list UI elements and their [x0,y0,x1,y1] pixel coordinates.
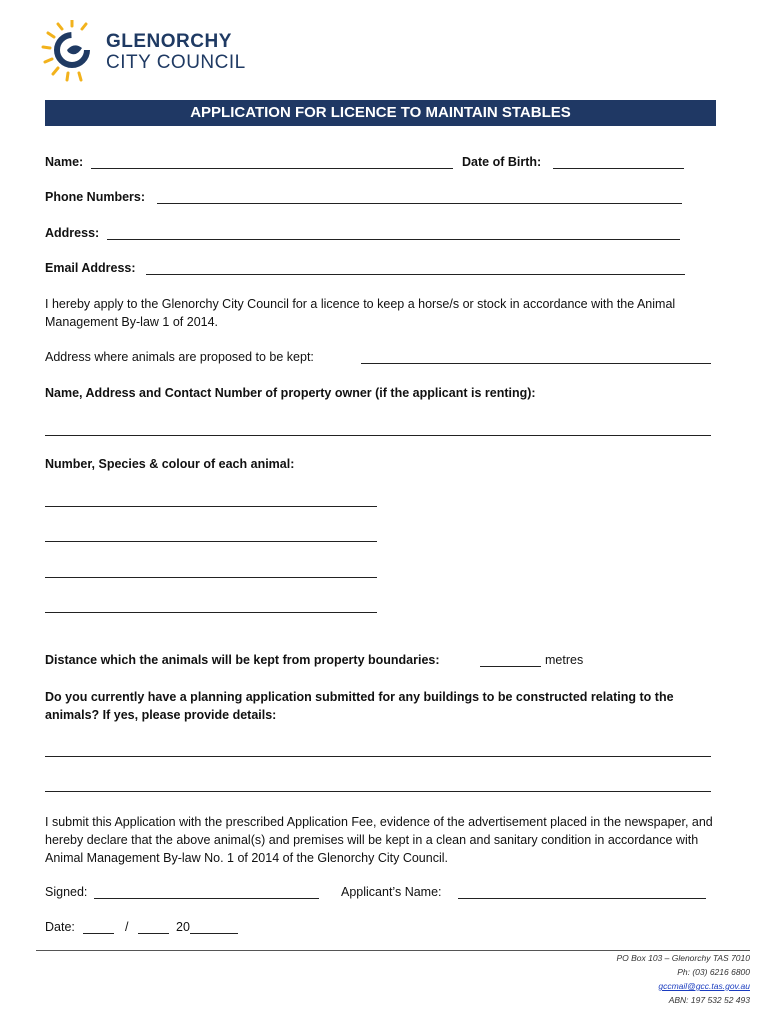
applicant-name-field[interactable] [458,898,706,899]
animals-address-field[interactable] [361,363,711,364]
species-heading: Number, Species & colour of each animal: [45,457,295,471]
animal-line-2[interactable] [45,541,377,542]
date-year-field[interactable] [190,933,238,934]
animal-line-3[interactable] [45,577,377,578]
application-statement: I hereby apply to the Glenorchy City Council for a licence to keep a horse/s or stock in accordance with the Animal Management By-law 1 of 2014. [45,297,676,329]
phone-field[interactable] [157,203,682,204]
date-day-field[interactable] [83,933,114,934]
name-label: Name: [45,155,84,169]
dob-field[interactable] [553,168,684,169]
signature-field[interactable] [94,898,319,899]
animals-address-label: Address where animals are proposed to be kept: [45,350,314,364]
signed-label: Signed: [45,885,88,899]
address-label: Address: [45,226,100,240]
declaration-statement: I submit this Application with the prescribed Application Fee, evidence of the advertisement placed in the newspaper, and hereby declare that the above animal(s) and premises will be kept in a clean and sanitary condition in accordance with Animal Management By-law No. 1 of 2014 of the Glenorchy City Council. [45,815,713,865]
animal-line-1[interactable] [45,506,377,507]
date-month-field[interactable] [138,933,169,934]
date-label: Date: [45,920,75,934]
dob-label: Date of Birth: [462,155,542,169]
phone-label: Phone Numbers: [45,190,146,204]
planning-details-line-2[interactable] [45,791,711,792]
name-field[interactable] [91,168,453,169]
footer-email-link[interactable]: gccmail@gcc.tas.gov.au [658,981,750,991]
logo-line-2: CITY COUNCIL [106,52,246,73]
owner-heading: Name, Address and Contact Number of property owner (if the applicant is renting): [45,386,536,400]
logo-wordmark [106,32,246,72]
applicant-name-label: Applicant’s Name: [341,885,442,899]
planning-question: Do you currently have a planning application submitted for any buildings to be constructed relating to the animals? If yes, please provide details: [45,690,674,722]
animal-line-4[interactable] [45,612,377,613]
logo-line-1: GLENORCHY [106,31,232,52]
owner-details-field[interactable] [45,435,711,436]
distance-label: Distance which the animals will be kept from property boundaries: [45,653,440,667]
form-title: APPLICATION FOR LICENCE TO MAINTAIN STABLES [45,100,716,126]
planning-details-line-1[interactable] [45,756,711,757]
distance-field[interactable] [480,666,541,667]
footer-divider [36,950,750,951]
email-label: Email Address: [45,261,136,275]
footer-po-box: PO Box 103 – Glenorchy TAS 7010 [616,953,750,963]
footer-phone: Ph: (03) 6216 6800 [677,967,750,977]
email-field[interactable] [146,274,685,275]
distance-unit: metres [545,653,584,667]
footer-abn: ABN: 197 532 52 493 [668,995,750,1005]
date-century: 20 [176,920,190,934]
date-separator: / [125,920,129,934]
address-field[interactable] [107,239,680,240]
footer-email-wrap [658,981,750,991]
